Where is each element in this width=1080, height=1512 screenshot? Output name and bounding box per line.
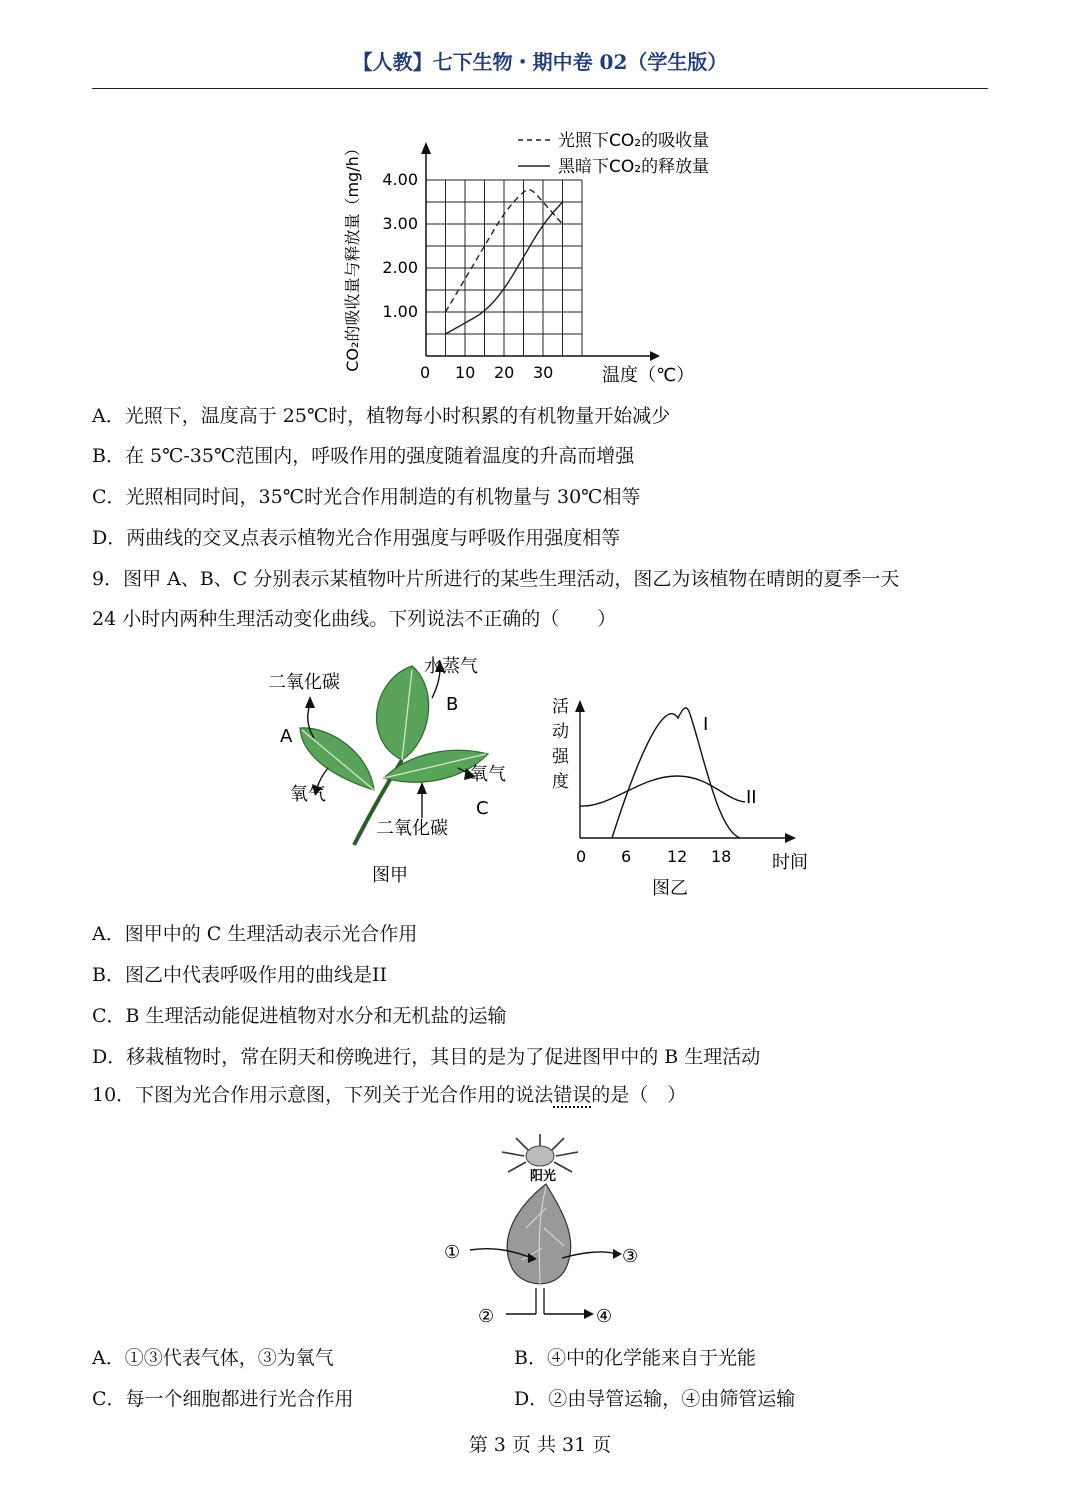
y-axis-arrow xyxy=(421,142,431,154)
x-tick-label: 10 xyxy=(455,363,476,382)
x-tick-label: 0 xyxy=(420,363,431,382)
q10-option-c: C．每一个细胞都进行光合作用 xyxy=(92,1388,354,1410)
yi-x-tick: 18 xyxy=(711,847,732,866)
leaf-shape xyxy=(507,1184,571,1284)
label-A: A xyxy=(280,726,293,747)
leaf-top xyxy=(377,666,429,760)
q9-option-b: B．图乙中代表呼吸作用的曲线是II xyxy=(92,964,387,986)
label-o2-left: 氧气 xyxy=(290,784,326,805)
co2-temperature-chart xyxy=(340,96,760,396)
y-axis-label: CO₂的吸收量与释放量（mg/h） xyxy=(343,140,362,372)
curve-I-label: I xyxy=(703,714,709,735)
arrow-head xyxy=(417,782,427,794)
arrow-head xyxy=(305,696,315,708)
q10-stem-emphasis: 错误 xyxy=(553,1084,592,1106)
yi-x-tick: 6 xyxy=(621,847,632,866)
q10-stem-start: 10．下图为光合作用示意图，下列关于光合作用的说法 xyxy=(92,1084,554,1106)
q9-option-c: C．B 生理活动能促进植物对水分和无机盐的运输 xyxy=(92,1005,507,1027)
x-tick-label: 20 xyxy=(494,363,515,382)
x-tick-label: 30 xyxy=(533,363,554,382)
x-axis-arrow xyxy=(650,351,660,361)
arrow-head xyxy=(613,1249,622,1259)
label-o2-right: 氧气 xyxy=(470,764,506,785)
q10-option-b: B．④中的化学能来自于光能 xyxy=(514,1347,756,1369)
q9-option-d: D．移栽植物时，常在阴天和傍晚进行，其目的是为了促进图甲中的 B 生理活动 xyxy=(92,1046,761,1068)
q10-option-a: A．①③代表气体，③为氧气 xyxy=(92,1347,334,1369)
photosynthesis-diagram xyxy=(436,1128,656,1333)
y-tick-label: 3.00 xyxy=(382,214,418,233)
yi-x-axis-label: 时间 xyxy=(772,852,808,873)
yi-ylabel-char: 度 xyxy=(552,772,569,792)
y-tick-labels xyxy=(382,170,418,321)
q8-option-c: C．光照相同时间，35℃时光合作用制造的有机物量与 30℃相等 xyxy=(92,486,641,508)
label-B: B xyxy=(446,694,459,715)
yi-x-tick: 0 xyxy=(576,847,587,866)
label-3: ③ xyxy=(622,1246,639,1267)
label-co2-top: 二氧化碳 xyxy=(268,672,340,693)
yi-ylabel-char: 强 xyxy=(552,747,569,767)
yi-ylabel-char: 动 xyxy=(552,722,569,742)
label-water-vapor: 水蒸气 xyxy=(424,656,478,677)
yi-x-tick: 12 xyxy=(667,847,688,866)
yi-x-arrow xyxy=(785,833,796,843)
q8-option-d: D．两曲线的交叉点表示植物光合作用强度与呼吸作用强度相等 xyxy=(92,527,621,549)
q10-stem xyxy=(92,1082,686,1108)
legend-dashed-label: 光照下CO₂的吸收量 xyxy=(558,131,710,151)
label-C: C xyxy=(476,798,489,819)
page-header-title: 【人教】七下生物・期中卷 02（学生版） xyxy=(352,50,728,74)
curve-II-label: II xyxy=(746,787,757,808)
curve-II-respiration xyxy=(580,776,745,806)
yi-ylabel-char: 活 xyxy=(552,697,569,717)
label-1: ① xyxy=(444,1242,461,1263)
caption-jia: 图甲 xyxy=(372,865,408,886)
y-tick-label: 4.00 xyxy=(382,170,418,189)
q8-option-b: B．在 5℃-35℃范围内，呼吸作用的强度随着温度的升高而增强 xyxy=(92,445,635,467)
q9-stem-line-2: 24 小时内两种生理活动变化曲线。下列说法不正确的（ ） xyxy=(92,608,617,630)
q9-option-a: A．图甲中的 C 生理活动表示光合作用 xyxy=(92,923,418,945)
header-divider xyxy=(92,88,988,89)
label-co2-bottom: 二氧化碳 xyxy=(376,818,448,839)
y-tick-label: 2.00 xyxy=(382,258,418,277)
page-number: 第 3 页 共 31 页 xyxy=(468,1434,612,1456)
figure-yi-activity-chart xyxy=(540,690,830,900)
caption-yi: 图乙 xyxy=(652,878,688,899)
yi-y-arrow xyxy=(575,700,585,712)
curve-I-photosynthesis xyxy=(612,708,740,838)
arrow-head xyxy=(584,1309,594,1319)
q10-option-d: D．②由导管运输，④由筛管运输 xyxy=(514,1388,796,1410)
x-tick-labels xyxy=(420,363,553,382)
q9-stem-line-1: 9．图甲 A、B、C 分别表示某植物叶片所进行的某些生理活动，图乙为该植物在晴朗的夏季一天 xyxy=(92,568,900,590)
sun-label: 阳光 xyxy=(530,1169,557,1184)
sun-icon xyxy=(526,1146,554,1166)
y-tick-label: 1.00 xyxy=(382,302,418,321)
q8-option-a: A．光照下，温度高于 25℃时，植物每小时积累的有机物量开始减少 xyxy=(92,405,671,427)
x-axis-label: 温度（℃） xyxy=(602,365,695,386)
figure-jia-leaf xyxy=(262,650,532,890)
label-4: ④ xyxy=(596,1306,613,1327)
q10-stem-end: 的是（ ） xyxy=(591,1084,687,1106)
label-2: ② xyxy=(478,1306,495,1327)
legend-solid-label: 黑暗下CO₂的释放量 xyxy=(558,157,710,177)
